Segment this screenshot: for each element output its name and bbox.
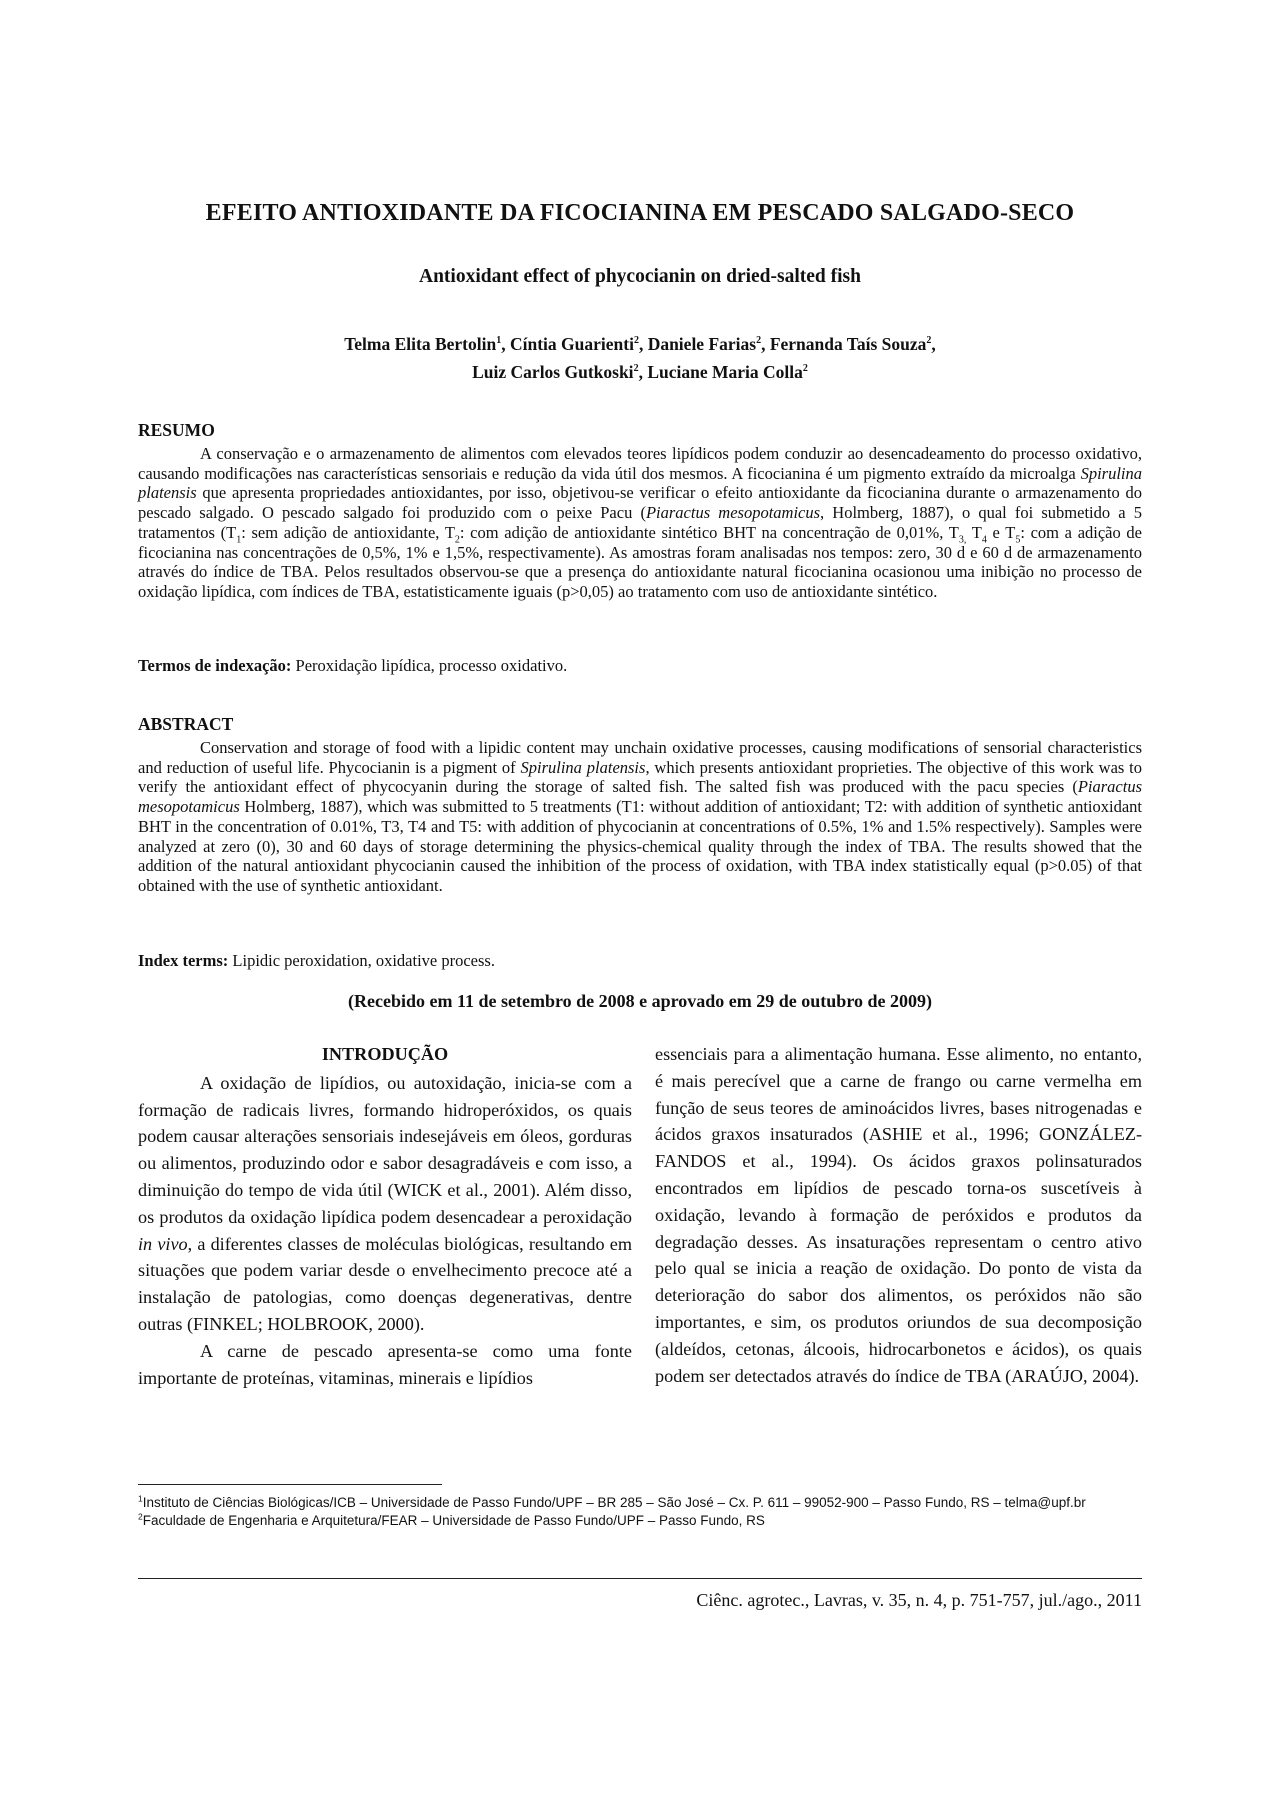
introduction-heading: INTRODUÇÃO: [321, 1044, 449, 1064]
affiliation-marker: 2: [926, 335, 932, 347]
page-footer-rule: [138, 1578, 1142, 1579]
treatment-subscript: 5: [1015, 534, 1021, 546]
journal-reference: Ciênc. agrotec., Lavras, v. 35, n. 4, p. 751-757, jul./ago., 2011: [696, 1590, 1142, 1610]
resumo-text: A conservação e o armazenamento de alimentos com elevados teores lipídicos podem conduzir ao desencadeamento do processo oxidativo, causando modificações nas características sensoriais e redução da vida útil dos mesmos. A ficocianina é um pigmento extraído da microalga: [138, 444, 1142, 483]
footnote-marker: 2: [138, 1511, 143, 1521]
author-separator: ,: [638, 362, 648, 382]
resumo-text: T: [966, 522, 982, 542]
resumo-text: e T: [986, 522, 1016, 542]
species-name: Spirulina platensis: [138, 463, 1142, 503]
species-name: Piaractus mesopotamicus: [138, 777, 1142, 817]
footnote-text: Instituto de Ciências Biológicas/ICB – Universidade de Passo Fundo/UPF – BR 285 – São José – Cx. P. 611 – 99052-900 – Passo Fundo, RS – telma@upf.br: [142, 1495, 1086, 1510]
author-separator: ,: [931, 334, 936, 354]
affiliation-marker: 1: [496, 335, 502, 347]
index-terms-text: Lipidic peroxidation, oxidative process.: [228, 951, 495, 970]
abstract-text: Conservation and storage of food with a lipidic content may unchain oxidative processes, causing modifications of sensorial characteristics and reduction of useful life. Phycocianin is a pigment of: [138, 738, 1142, 777]
treatment-subscript: 2: [454, 534, 460, 546]
author-separator: ,: [501, 334, 510, 354]
body-column-right: [655, 1041, 1142, 1389]
affiliation-marker: 2: [802, 363, 808, 375]
species-name: Piaractus mesopotamicus: [645, 503, 821, 523]
author-line-1: [138, 330, 1142, 358]
paragraph-text: A carne de pescado apresenta-se como uma fonte importante de proteínas, vitaminas, minerais e lipídios: [138, 1340, 632, 1388]
author-name: Luiz Carlos Gutkoski: [472, 362, 634, 382]
received-dates: (Recebido em 11 de setembro de 2008 e aprovado em 29 de outubro de 2009): [348, 991, 932, 1011]
resumo-heading: RESUMO: [138, 420, 215, 440]
footnote-1: [138, 1494, 1142, 1512]
body-column-left: [138, 1041, 632, 1391]
italic-term: in vivo: [138, 1233, 188, 1254]
affiliation-marker: 2: [633, 335, 639, 347]
author-name: Telma Elita Bertolin: [344, 334, 497, 354]
resumo-text: : com adição de antioxidante sintético BHT na concentração de 0,01%, T: [459, 522, 959, 542]
abstract-text: , which presents antioxidant proprieties. The objective of this work was to verify the antioxidant effect of phycocyanin during the storage of salted fish. The salted fish was produced with the pacu species (: [138, 757, 1143, 797]
treatment-subscript: 1: [236, 534, 242, 546]
body-paragraph: [138, 1338, 632, 1392]
paragraph-text: , a diferentes classes de moléculas biológicas, resultando em situações que podem variar desde o envelhecimento precoce até a instalação de patologias, como doenças degenerativas, dentre outras (FINKEL; HOLBROOK, 2000).: [138, 1233, 632, 1334]
abstract-body: [138, 738, 1142, 896]
species-name: Spirulina platensis: [520, 757, 646, 777]
index-terms-label: Index terms:: [138, 951, 229, 970]
body-paragraph: [138, 1070, 632, 1338]
author-list: [138, 330, 1142, 386]
author-separator: ,: [638, 334, 648, 354]
abstract-heading: ABSTRACT: [138, 714, 234, 734]
author-name: Daniele Farias: [647, 334, 757, 354]
footnote-marker: 1: [138, 1493, 143, 1504]
treatment-subscript: 4: [981, 534, 987, 546]
resumo-text: que apresenta propriedades antioxidantes, por isso, objetivou-se verificar o efeito antioxidante da ficocianina durante o armazenamento do pescado salgado. O pescado salgado foi produzido com o peixe Pacu (: [138, 483, 1142, 523]
treatment-subscript: 3,: [958, 534, 967, 546]
footnote-rule: [138, 1484, 442, 1485]
resumo-text: , Holmberg, 1887), o qual foi submetido a 5 tratamentos (T: [138, 503, 1143, 542]
resumo-text: : sem adição de antioxidante, T: [241, 522, 455, 542]
footnote-text: Faculdade de Engenharia e Arquitetura/FEAR – Universidade de Passo Fundo/UPF – Passo Fundo, RS: [142, 1512, 765, 1528]
footnote-2: [138, 1512, 1142, 1530]
paragraph-text: A oxidação de lipídios, ou autoxidação, inicia-se com a formação de radicais livres, formando hidroperóxidos, os quais podem causar alterações sensoriais indesejáveis em óleos, gorduras ou alimentos, produzindo odor e sabor desagradáveis e com isso, a diminuição do tempo de vida útil (WICK et al., 2001). Além disso, os produtos da oxidação lipídica podem desencadear a peroxidação: [138, 1072, 632, 1227]
author-name: Cíntia Guarienti: [509, 334, 634, 354]
body-paragraph: essenciais para a alimentação humana. Esse alimento, no entanto, é mais perecível que a carne de frango ou carne vermelha em função de seus teores de aminoácidos livres, bases nitrogenadas e ácidos graxos insaturados (ASHIE et al., 1996; GONZÁLEZ-FANDOS et al., 1994). Os ácidos graxos polinsaturados encontrados em lipídios de pescado torna-os suscetíveis à oxidação, levando à formação de peróxidos e produtos da degradação desses. As insaturações representam o centro ativo pelo qual se inicia a reação de oxidação. Do ponto de vista da deterioração do sabor dos alimentos, os peróxidos não são importantes, e sim, os produtos oriundos de sua decomposição (aldeídos, cetonas, álcoois, hidrocarbonetos e ácidos), os quais podem ser detectados através do índice de TBA (ARAÚJO, 2004).: [655, 1044, 1142, 1386]
author-name: Luciane Maria Colla: [647, 362, 803, 382]
affiliation-marker: 2: [633, 363, 639, 375]
index-terms-label: Termos de indexação:: [138, 656, 292, 675]
affiliation-marker: 2: [756, 335, 762, 347]
author-separator: ,: [761, 334, 770, 354]
resumo-body: [138, 444, 1142, 602]
resumo-text: : com a adição de ficocianina nas concentrações de 0,5%, 1% e 1,5%, respectivamente). As amostras foram analisadas nos tempos: zero, 30 d e 60 d de armazenamento através do índice de TBA. Pelos resultados observou-se que a presença do antioxidante natural ficocianina ocasionou uma inibição no processo de oxidação lipídica, com índices de TBA, estatisticamente iguais (p>0,05) ao tratamento com uso de antioxidante sintético.: [138, 522, 1142, 601]
index-terms-text: Peroxidação lipídica, processo oxidativo.: [291, 656, 568, 675]
footnotes: [138, 1494, 1142, 1529]
paper-subtitle: Antioxidant effect of phycocianin on dried-salted fish: [418, 266, 861, 287]
author-name: Fernanda Taís Souza: [769, 334, 927, 354]
abstract-text: Holmberg, 1887), which was submitted to 5 treatments (T1: without addition of antioxidant; T2: with addition of synthetic antioxidant BHT in the concentration of 0.01%, T3, T4 and T5: with addition of phycocianin at concentrations of 0.5%, 1% and 1.5% respectively). Samples were analyzed at zero (0), 30 and 60 days of storage determining the physics-chemical quality through the index of TBA. The results showed that the addition of the natural antioxidant phycocianin caused the inhibition of the process of oxidation, with TBA index statistically equal (p>0.05) of that obtained with the use of synthetic antioxidant.: [138, 797, 1142, 895]
resumo-index-terms: [138, 656, 1142, 676]
paper-title: EFEITO ANTIOXIDANTE DA FICOCIANINA EM PESCADO SALGADO-SECO: [205, 200, 1075, 226]
abstract-index-terms: [138, 951, 1142, 971]
author-line-2: [138, 358, 1142, 386]
